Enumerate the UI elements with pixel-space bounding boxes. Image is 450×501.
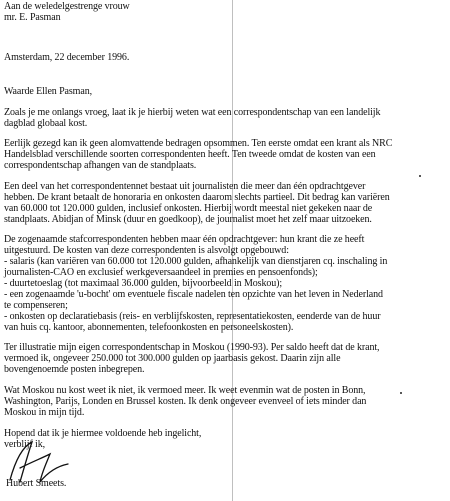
paragraph-line: Eerlijk gezegd kan ik geen alomvattende bedragen opsommen. Ten eerste omdat een krant als NRC bbox=[4, 138, 393, 149]
scan-speck bbox=[419, 175, 421, 177]
paragraph-line: hebben. De krant betaalt de honoraria en onkosten daarom slechts partieel. Dit bedrag kan variëren bbox=[4, 192, 390, 203]
closing-line: verblijf ik, bbox=[4, 439, 46, 450]
paragraph-line: dagblad globaal kost. bbox=[4, 118, 88, 129]
signature-name: Hubert Smeets. bbox=[6, 478, 67, 489]
paragraph-line: - duurtetoeslag (tot maximaal 36.000 gulden, bijvoorbeeld in Moskou); bbox=[4, 278, 283, 289]
paragraph-line: Washington, Parijs, Londen en Brussel kosten. Ik denk ongeveer evenveel of iets minder dan bbox=[4, 396, 367, 407]
paragraph-line: Moskou in mijn tijd. bbox=[4, 407, 85, 418]
paragraph-line: Ter illustratie mijn eigen correspondentschap in Moskou (1990-93). Per saldo heeft dat de krant, bbox=[4, 342, 380, 353]
paragraph-line: - salaris (kan variëren van 60.000 tot 120.000 gulden, afhankelijk van dienstjaren cq. inschaling in bbox=[4, 256, 388, 267]
paragraph-line: - een zogenaamde 'u-bocht' om eventuele fiscale nadelen ten opzichte van het leven in Nederland bbox=[4, 289, 383, 300]
paragraph-line: bovengenoemde posten inbegrepen. bbox=[4, 364, 145, 375]
paragraph-line: De zogenaamde stafcorrespondenten hebben maar één opdrachtgever: hun krant die ze heeft bbox=[4, 234, 365, 245]
paragraph-line: uitgestuurd. De kosten van deze correspondenten is alsvolgt opgebouwd: bbox=[4, 245, 289, 256]
paragraph-line: Zoals je me onlangs vroeg, laat ik je hierbij weten wat een correspondentschap van een landelijk bbox=[4, 107, 381, 118]
closing-line: Hopend dat ik je hiermee voldoende heb ingelicht, bbox=[4, 428, 202, 439]
paragraph-line: - onkosten op declaratiebasis (reis- en verblijfskosten, representatiekosten, eenderde van de huur bbox=[4, 311, 381, 322]
address-line-2: mr. E. Pasman bbox=[4, 12, 61, 23]
scan-speck bbox=[400, 392, 402, 394]
paragraph-line: van 60.000 tot 120.000 gulden, inclusief onkosten. Hierbij wordt meestal niet gekeken naar de bbox=[4, 203, 373, 214]
paragraph-line: van huis cq. kantoor, abonnementen, telefoonkosten en personeelskosten). bbox=[4, 322, 294, 333]
paragraph-line: standplaats. Abidjan of Minsk (duur en goedkoop), de journalist moet het zelf maar uitzoeken. bbox=[4, 214, 372, 225]
salutation: Waarde Ellen Pasman, bbox=[4, 86, 92, 97]
paragraph-line: journalisten-CAO en exclusief werkgeversaandeel in premies en pensoenfonds); bbox=[4, 267, 318, 278]
paragraph-line: correspondentschap afhangen van de standplaats. bbox=[4, 160, 197, 171]
paragraph-line: Handelsblad verschillende soorten correspondenten heeft. Ten tweede omdat de kosten van een bbox=[4, 149, 376, 160]
paragraph-line: te compenseren; bbox=[4, 300, 68, 311]
paragraph-line: Een deel van het correspondentennet bestaat uit journalisten die meer dan één opdrachtgever bbox=[4, 181, 366, 192]
paragraph-line: Wat Moskou nu kost weet ik niet, ik vermoed meer. Ik weet evenmin wat de posten in Bonn, bbox=[4, 385, 366, 396]
letter-date: Amsterdam, 22 december 1996. bbox=[4, 52, 130, 63]
paragraph-line: vermoed ik, ongeveer 250.000 tot 300.000 gulden op jaarbasis gekost. Daarin zijn alle bbox=[4, 353, 341, 364]
address-line-1: Aan de weledelgestrenge vrouw bbox=[4, 1, 130, 12]
